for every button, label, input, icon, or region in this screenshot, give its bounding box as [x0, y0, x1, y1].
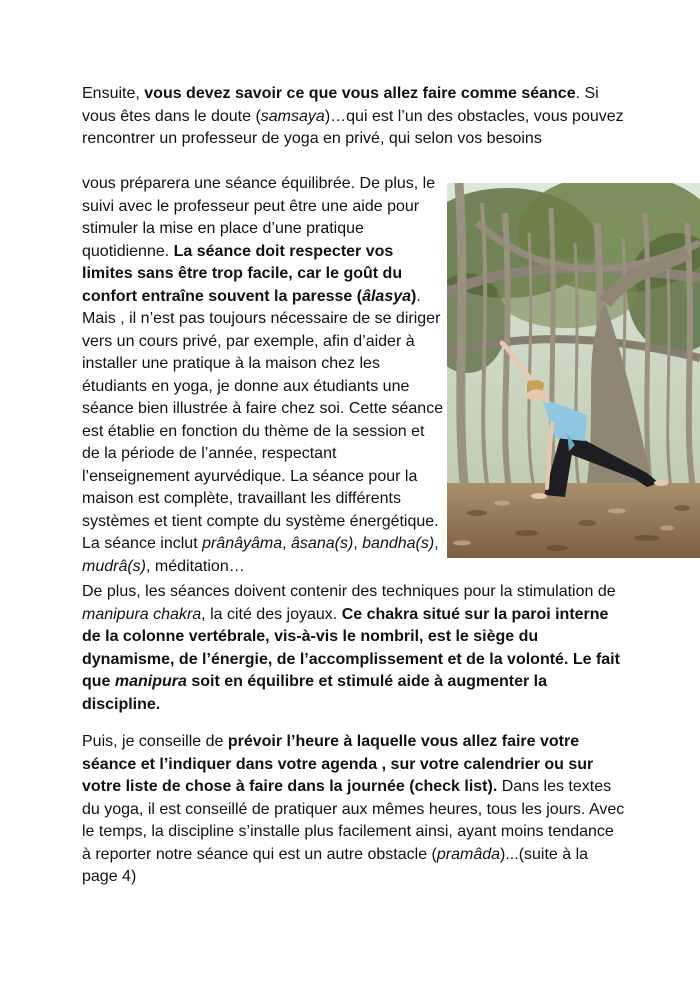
- paragraph-intro: [82, 83, 627, 151]
- text: )…qui est l’un des obstacles, vous pouvez rencontrer un professeur de yoga en privé, qui selon vos besoins: [82, 107, 624, 147]
- bold-span: soit en équilibre et stimulé aide à augmenter la discipline.: [82, 673, 548, 713]
- yoga-pose-under-banyan-tree-image: [447, 183, 700, 558]
- paragraph-schedule: [82, 731, 627, 889]
- bold-span: ): [411, 287, 417, 305]
- text: )...(suite à la page 4): [82, 845, 589, 885]
- yoga-photo: [447, 183, 700, 558]
- text: Puis, je conseille de: [82, 733, 228, 750]
- italic-term: âsana(s): [291, 535, 354, 552]
- bold-span: Ce chakra situé sur la paroi interne de la colonne vertébrale, vis-à-vis le nombril, est le siège du dynamisme, de l’énergie, de l’accomplissement et de la volonté. Le fait que: [82, 605, 620, 690]
- italic-term: âlasya: [362, 287, 412, 305]
- italic-term: bandha(s): [362, 535, 435, 552]
- italic-term: manipura: [114, 673, 187, 690]
- italic-term: manipura chakra: [82, 605, 202, 623]
- text: ,: [353, 535, 363, 552]
- italic-term: prânâyâma: [202, 535, 283, 552]
- bold-text: prévoir l’heure à laquelle vous allez faire votre séance et l’indiquer dans votre agenda , sur votre calendrier ou sur votre liste de chose à faire dans la journée (check list).: [82, 733, 594, 795]
- text: ,: [282, 535, 292, 552]
- bold-text: vous devez savoir ce que vous allez faire comme séance: [144, 85, 576, 102]
- text: . Si vous êtes dans le doute (: [82, 85, 599, 125]
- bold-span: La séance doit respecter vos limites sans être trop facile, car le goût du confort entraîne souvent la paresse (: [82, 242, 403, 305]
- text: ,: [434, 535, 439, 552]
- text: De plus, les séances doivent contenir des techniques pour la stimulation de: [82, 583, 616, 600]
- text: . Mais , il n’est pas toujours nécessaire de se diriger vers un cours privé, par exemple, afin d’aider à installer une pratique à la maison chez les étudiants en yoga, je donne aux étudiants une séance bien illustrée à faire chez soi. Cette séance est établie en fonction du thème de la session et de la période de l’année, respectant l’enseignement ayurvédique. La séance pour la maison est complète, travaillant les différents systèmes et tient compte du système énergétique. La séance inclut: [82, 287, 444, 552]
- text: , méditation…: [146, 557, 245, 575]
- italic-term: pramâda: [436, 845, 501, 863]
- text: Ensuite,: [82, 85, 145, 102]
- italic-term: mudrâ(s): [82, 557, 147, 575]
- italic-term: samsaya: [260, 107, 325, 125]
- text: vous préparera une séance équilibrée. De plus, le suivi avec le professeur peut être une aide pour stimuler la mise en place d’une pratique quotidienne.: [82, 175, 436, 260]
- text: , la cité des joyaux.: [201, 605, 342, 623]
- text: Dans les textes du yoga, il est conseillé de pratiquer aux mêmes heures, tous les jours. Avec le temps, la discipline s’installe plus facilement ainsi, ayant moins tendance à reporter notre séance qui est un autre obstacle (: [82, 778, 625, 863]
- paragraph-manipura: [82, 581, 627, 716]
- paragraph-intro-continued: [82, 173, 444, 578]
